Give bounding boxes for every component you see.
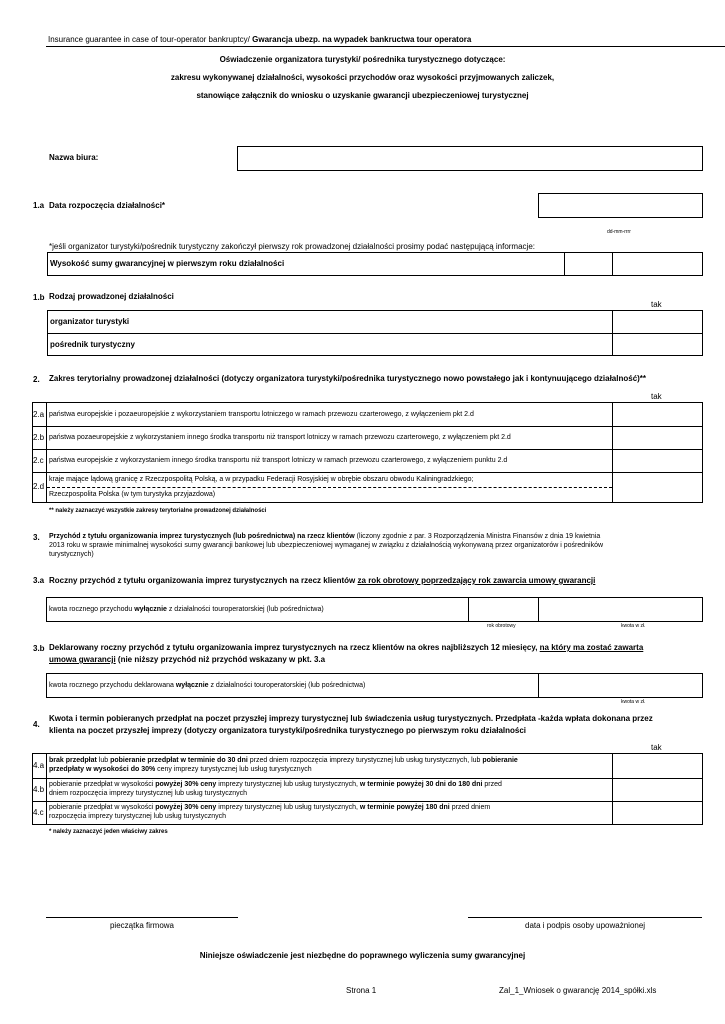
annual-revenue-input[interactable]: [539, 598, 702, 621]
scope-row-text: kraje mające lądową granicę z Rzeczpospolitą Polską, a w przypadku Federacji Rosyjskiej w obrębie obszaru obwodu Kaliningradzkiego;: [49, 476, 474, 483]
activity-tak-header: tak: [651, 300, 662, 309]
annual-revenue-row-label: kwota rocznego przychodu wyłącznie z działalności touroperatorskiej (lub pośrednictwa): [49, 606, 324, 613]
prepayment-row-checkbox[interactable]: [613, 802, 702, 824]
declared-revenue-label: Deklarowany roczny przychód z tytułu organizowania imprez turystycznych na rzecz klientów na okres najbliższych 12 miesięcy, na który ma zostać zawarta umowa gwarancji (nie niższy przychód niż przychód wskazany w pkt. 3.a: [49, 643, 644, 664]
fiscal-year-input[interactable]: [469, 598, 538, 621]
prepayment-row-text: pobieranie przedpłat w wysokości powyżej 30% ceny imprezy turystycznej lub usług turystycznych, w terminie powyżej 180 dni przed dniem rozpoczęcia imprezy turystycznej lub usług turystycznych: [49, 804, 491, 820]
activity-type-label: Rodzaj prowadzonej działalności: [49, 292, 174, 301]
first-year-sum-table: [47, 252, 703, 276]
prepayment-row-text: pobieranie przedpłat w wysokości powyżej 30% ceny imprezy turystycznej lub usług turystycznych, w terminie powyżej 30 dni do 180 dni przed dniem rozpoczęcia imprezy turystycznej lub usług turystycznych: [49, 781, 502, 797]
scope-row-number: 2.c: [33, 456, 44, 465]
scope-row-text: państwa pozaeuropejskie z wykorzystaniem innego środka transportu niż transport lotniczy w ramach przewozu czarterowego, z wyłączeniem pkt 2.d: [49, 434, 511, 441]
prepayment-row-number: 4.a: [33, 761, 45, 770]
activity-organizer-label: organizator turystyki: [50, 317, 130, 326]
activity-type-table: [47, 310, 703, 356]
title-line-1: Oświadczenie organizatora turystyki/ pośrednika turystycznego dotyczące:: [219, 55, 506, 64]
declared-revenue-row-label: kwota rocznego przychodu deklarowana wyłącznie z działalności touroperatorskiej (lub pośrednictwa): [49, 682, 366, 689]
first-year-sum-label: Wysokość sumy gwarancyjnej w pierwszym roku działalności: [50, 259, 285, 268]
stamp-line: [46, 917, 238, 918]
header-polish: Gwarancja ubezp. na wypadek bankructwa tour operatora: [252, 35, 472, 44]
section-1a-number: 1.a: [33, 201, 45, 210]
section-3-number: 3.: [33, 533, 40, 542]
scope-row-checkbox[interactable]: [613, 427, 702, 449]
declared-revenue-input[interactable]: [539, 674, 702, 697]
prepayment-table: [32, 753, 703, 825]
footer-statement: Niniejsze oświadczenie jest niezbędne do poprawnego wyliczenia sumy gwarancyjnej: [199, 951, 526, 960]
prepayment-note: * należy zaznaczyć jeden właściwy zakres: [49, 829, 168, 835]
office-name-input[interactable]: [237, 146, 703, 171]
prepayment-label: Kwota i termin pobieranych przedpłat na poczet przyszłej imprezy turystycznej lub świadczenia usług turystycznych. Przedpłata -każda wpłata dokonana przez klienta na poczet przyszłej imprezy (dotyczy organizatora turystyki/pośrednika turystycznego po pierwszym roku działalności: [49, 714, 653, 735]
prepayment-tak-header: tak: [651, 743, 662, 752]
document-header: [48, 35, 471, 45]
page-number: Strona 1: [346, 986, 377, 995]
activity-intermediary-label: pośrednik turystyczny: [50, 340, 135, 349]
annual-revenue-label: Roczny przychód z tytułu organizowania imprez turystycznych na rzecz klientów za rok obrotowy poprzedzający rok zawarcia umowy gwarancji: [49, 576, 596, 585]
section-4-number: 4.: [33, 720, 40, 729]
territorial-scope-table: [32, 402, 703, 503]
start-date-label: Data rozpoczęcia działalności*: [49, 201, 166, 210]
section-3b-number: 3.b: [33, 644, 45, 653]
title-line-3: stanowiące załącznik do wniosku o uzyskanie gwarancji ubezpieczeniowej turystycznej: [196, 91, 529, 100]
scope-row-checkbox[interactable]: [613, 403, 702, 426]
prepayment-row-checkbox[interactable]: [613, 779, 702, 801]
first-year-note: *jeśli organizator turystyki/pośrednik turystyczny zakończył pierwszy rok prowadzonej działalności prosimy podać następującą informacje:: [49, 242, 535, 251]
section-3a-number: 3.a: [33, 576, 45, 585]
scope-row-text: Rzeczpospolita Polska (w tym turystyka przyjazdowa): [49, 491, 216, 498]
date-format-hint: dd-mm-rrrr: [607, 229, 631, 235]
start-date-input[interactable]: [538, 193, 703, 218]
first-year-sum-input-2[interactable]: [613, 253, 702, 275]
header-english: Insurance guarantee in case of tour-operator bankruptcy/: [48, 35, 253, 44]
first-year-sum-input-1[interactable]: [565, 253, 612, 275]
prepayment-row-number: 4.b: [33, 785, 45, 794]
activity-organizer-checkbox[interactable]: [613, 311, 702, 333]
scope-row-number: 2.d: [33, 482, 45, 491]
section-2-number: 2.: [33, 375, 40, 384]
scope-row-text: państwa europejskie i pozaeuropejskie z wykorzystaniem transportu lotniczego w ramach przewozu czarterowego, z wyłączeniem pkt 2.d: [49, 411, 474, 418]
scope-row-checkbox[interactable]: [613, 450, 702, 472]
activity-intermediary-checkbox[interactable]: [613, 334, 702, 355]
section-1b-number: 1.b: [33, 293, 45, 302]
revenue-description: Przychód z tytułu organizowania imprez turystycznych (lub pośrednictwa) na rzecz klientów (liczony zgodnie z par. 3 Rozporządzenia Ministra Finansów z dnia 19 kwietnia 2013 roku w sprawie minimalnej wysokości sumy gwarancji bankowej lub ubezpieczeniowej wymaganej w związku z działalnością wykonywaną przez organizatorów i pośredników turystycznych): [49, 533, 604, 558]
title-line-2: zakresu wykonywanej działalności, wysokości przychodów oraz wysokości przyjmowanych zaliczek,: [170, 73, 555, 82]
scope-row-text: państwa europejskie z wykorzystaniem innego środka transportu niż transport lotniczy w ramach przewozu czarterowego, z wyłączeniem punktu 2.d: [49, 457, 508, 464]
territorial-tak-header: tak: [651, 392, 662, 401]
prepayment-row-number: 4.c: [33, 808, 44, 817]
file-name: Zal_1_Wniosek o gwarancję 2014_spółki.xls: [499, 986, 657, 995]
signature-label: data i podpis osoby upoważnionej: [525, 921, 646, 930]
scope-row-number: 2.b: [33, 433, 45, 442]
prepayment-row-checkbox[interactable]: [613, 754, 702, 778]
territorial-scope-label: Zakres terytorialny prowadzonej działalności (dotyczy organizatora turystyki/pośrednika turystycznego nowo powstałego jak i kontynuującego działalność)**: [49, 374, 647, 383]
annual-revenue-table: [46, 597, 703, 622]
prepayment-row-text: brak przedpłat lub pobieranie przedpłat w terminie do 30 dni przed dniem rozpoczęcia imprezy turystycznej lub usług turystycznych, lub pobieranie przedpłaty w wysokości do 30% ceny imprezy turystycznej lub usług turystycznych: [49, 757, 518, 773]
scope-row-checkbox[interactable]: [613, 473, 702, 502]
declared-revenue-table: [46, 673, 703, 698]
scope-row-number: 2.a: [33, 410, 45, 419]
company-stamp-label: pieczątka firmowa: [109, 921, 175, 930]
office-name-label: Nazwa biura:: [49, 153, 99, 162]
amount-hint: kwota w zł.: [621, 699, 646, 705]
fiscal-year-hint: rok obrotowy: [487, 623, 516, 629]
signature-line: [468, 917, 702, 918]
header-divider: [46, 46, 725, 47]
territorial-scope-note: ** należy zaznaczyć wszystkie zakresy terytorialne prowadzonej działalności: [49, 508, 267, 514]
amount-hint: kwota w zł.: [621, 623, 646, 629]
